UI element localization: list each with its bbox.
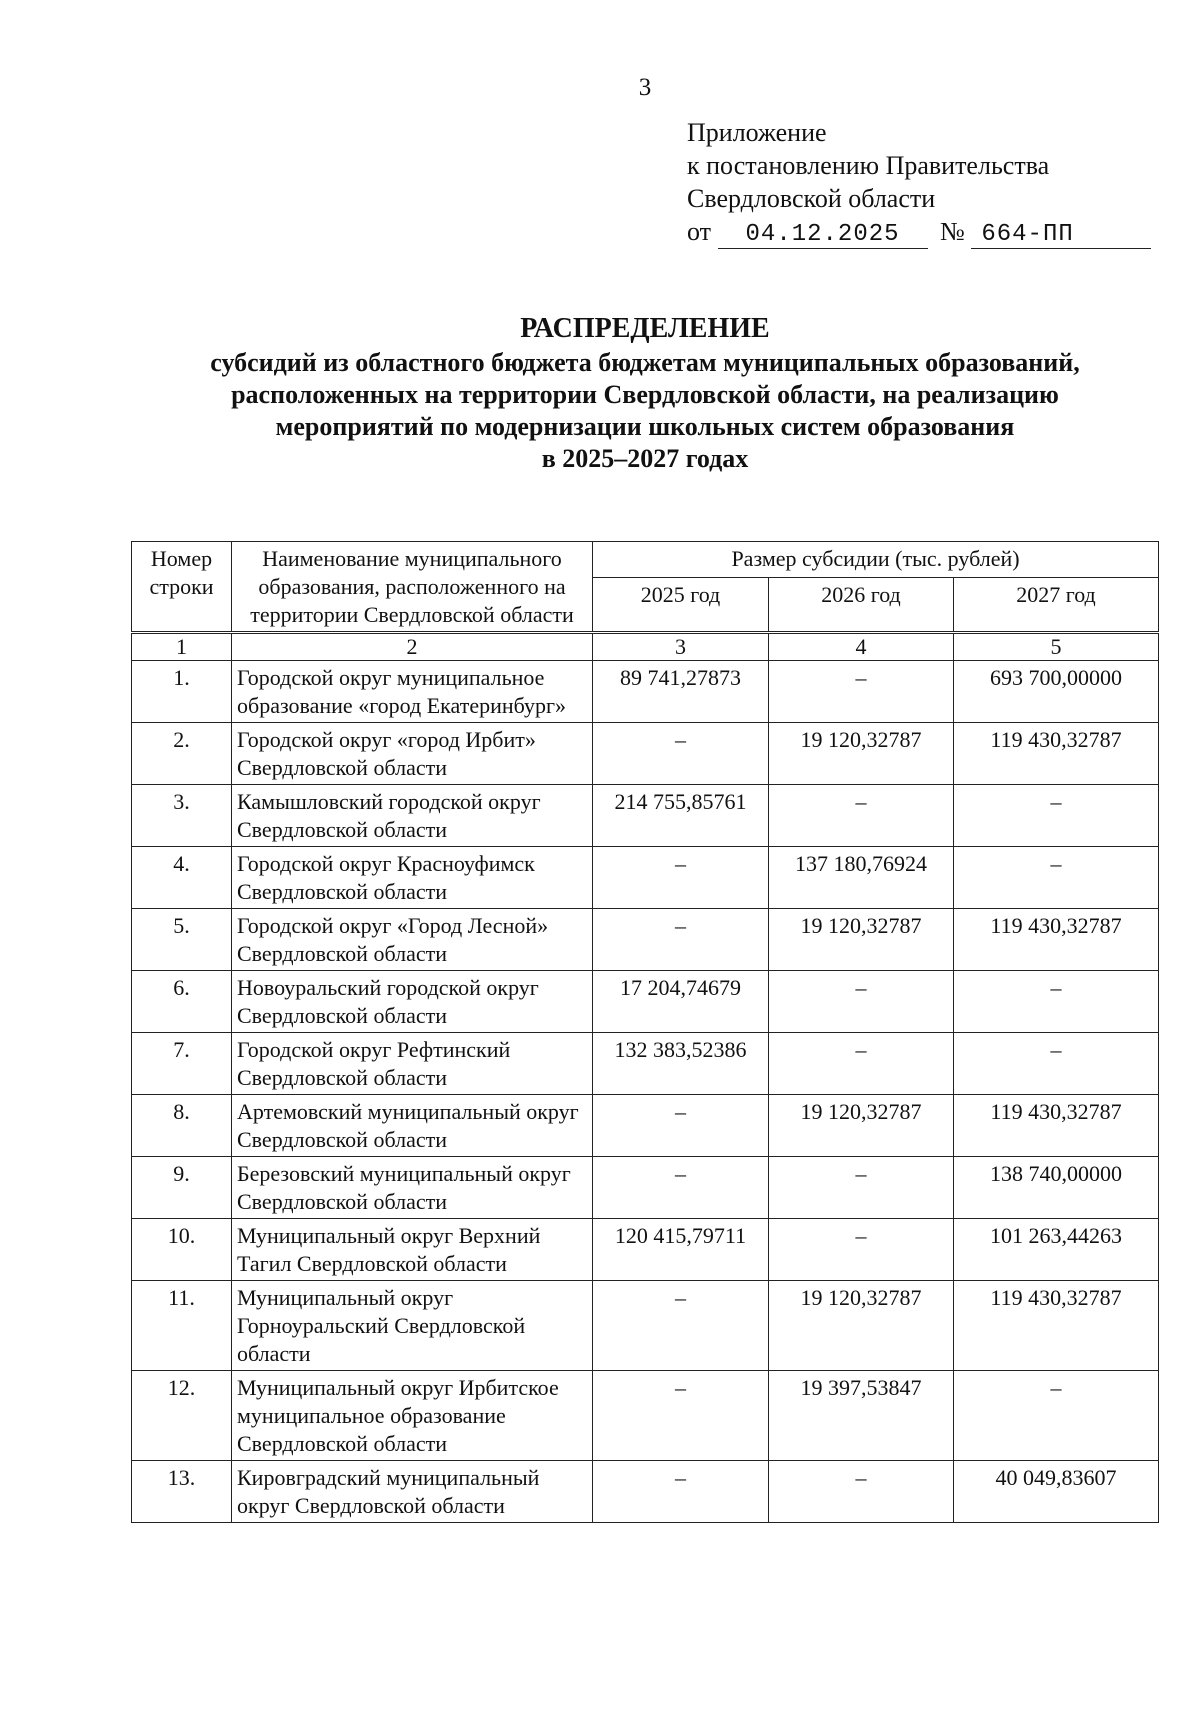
table-row [132,1157,1159,1219]
value-2026-cell: – [769,1461,954,1523]
municipality-name-cell: Муниципальный округ Верхний Тагил Свердловской области [232,1219,593,1281]
row-number-cell: 7. [132,1033,232,1095]
value-2026-cell: – [769,1219,954,1281]
value-2027-cell: 119 430,32787 [954,1281,1159,1371]
table-row [132,723,1159,785]
row-number-cell: 10. [132,1219,232,1281]
municipality-name-cell: Артемовский муниципальный округ Свердловской области [232,1095,593,1157]
header-row-number: Номер строки [132,542,232,633]
value-2027-cell: 119 430,32787 [954,1095,1159,1157]
header-2027: 2027 год [954,578,1159,633]
subsidy-table [131,541,1159,1523]
municipality-name-cell: Новоуральский городской округ Свердловской области [232,971,593,1033]
appendix-date-line [687,215,1151,249]
municipality-name-cell: Городской округ «Город Лесной» Свердловской области [232,909,593,971]
table-row [132,971,1159,1033]
title-line1: субсидий из областного бюджета бюджетам муниципальных образований, [210,348,1080,377]
value-2025-cell: – [593,1281,769,1371]
municipality-name-cell: Камышловский городской округ Свердловской области [232,785,593,847]
row-number-cell: 12. [132,1371,232,1461]
value-2026-cell: 19 397,53847 [769,1371,954,1461]
municipality-name-cell: Городской округ Красноуфимск Свердловской области [232,847,593,909]
value-2027-cell: 119 430,32787 [954,909,1159,971]
table-row [132,1095,1159,1157]
value-2027-cell: – [954,785,1159,847]
municipality-name-cell: Кировградский муниципальный округ Свердловской области [232,1461,593,1523]
value-2026-cell: 19 120,32787 [769,909,954,971]
value-2027-cell: 40 049,83607 [954,1461,1159,1523]
document-title [120,313,1170,475]
value-2026-cell: – [769,971,954,1033]
value-2026-cell: – [769,785,954,847]
column-number: 5 [954,633,1159,661]
municipality-name-cell: Муниципальный округ Горноуральский Свердловской области [232,1281,593,1371]
value-2026-cell: 19 120,32787 [769,723,954,785]
value-2026-cell: 19 120,32787 [769,1281,954,1371]
table-row [132,1033,1159,1095]
appendix-line2: к постановлению Правительства [687,151,1050,180]
municipality-name-cell: Городской округ Рефтинский Свердловской области [232,1033,593,1095]
value-2025-cell: 132 383,52386 [593,1033,769,1095]
column-number: 4 [769,633,954,661]
page-number: 3 [638,74,652,101]
column-number: 3 [593,633,769,661]
table-row [132,1219,1159,1281]
row-number-cell: 8. [132,1095,232,1157]
row-number-cell: 3. [132,785,232,847]
column-number-row [132,633,1159,661]
table-row [132,661,1159,723]
column-number: 2 [232,633,593,661]
value-2027-cell: – [954,971,1159,1033]
value-2025-cell: – [593,723,769,785]
value-2025-cell: 89 741,27873 [593,661,769,723]
value-2025-cell: – [593,1461,769,1523]
municipality-name-cell: Березовский муниципальный округ Свердловской области [232,1157,593,1219]
value-2026-cell: 19 120,32787 [769,1095,954,1157]
row-number-cell: 6. [132,971,232,1033]
resolution-number: 664-ПП [981,221,1074,248]
number-label: № [940,217,965,246]
row-number-cell: 9. [132,1157,232,1219]
title-line4: в 2025–2027 годах [541,444,749,473]
table-row [132,909,1159,971]
row-number-cell: 4. [132,847,232,909]
title-main: РАСПРЕДЕЛЕНИЕ [520,313,770,344]
value-2026-cell: – [769,661,954,723]
municipality-name-cell: Муниципальный округ Ирбитское муниципальное образование Свердловской области [232,1371,593,1461]
from-label: от [687,217,712,246]
resolution-date: 04.12.2025 [745,221,900,248]
municipality-name-cell: Городской округ муниципальное образование «город Екатеринбург» [232,661,593,723]
title-line3: мероприятий по модернизации школьных систем образования [275,412,1015,441]
value-2025-cell: 120 415,79711 [593,1219,769,1281]
value-2026-cell: – [769,1033,954,1095]
row-number-cell: 11. [132,1281,232,1371]
value-2027-cell: 693 700,00000 [954,661,1159,723]
municipality-name-cell: Городской округ «город Ирбит» Свердловской области [232,723,593,785]
header-2025: 2025 год [593,578,769,633]
appendix-line3: Свердловской области [687,184,936,213]
row-number-cell: 2. [132,723,232,785]
value-2027-cell: – [954,847,1159,909]
table-row [132,785,1159,847]
header-2026: 2026 год [769,578,954,633]
value-2025-cell: – [593,847,769,909]
appendix-block [687,116,1151,249]
value-2025-cell: – [593,1157,769,1219]
value-2027-cell: – [954,1371,1159,1461]
header-name: Наименование муниципального образования, расположенного на территории Свердловской области [232,542,593,633]
title-line2: расположенных на территории Свердловской области, на реализацию [231,380,1059,409]
table-row [132,1281,1159,1371]
row-number-cell: 1. [132,661,232,723]
value-2025-cell: 214 755,85761 [593,785,769,847]
value-2025-cell: 17 204,74679 [593,971,769,1033]
table-row [132,1461,1159,1523]
value-2026-cell: 137 180,76924 [769,847,954,909]
row-number-cell: 5. [132,909,232,971]
table-row [132,1371,1159,1461]
value-2025-cell: – [593,909,769,971]
table-row [132,847,1159,909]
value-2027-cell: 101 263,44263 [954,1219,1159,1281]
value-2027-cell: 119 430,32787 [954,723,1159,785]
appendix-line1: Приложение [687,118,827,147]
value-2027-cell: – [954,1033,1159,1095]
row-number-cell: 13. [132,1461,232,1523]
value-2025-cell: – [593,1095,769,1157]
value-2025-cell: – [593,1371,769,1461]
header-subsidy-size: Размер субсидии (тыс. рублей) [593,542,1159,578]
value-2027-cell: 138 740,00000 [954,1157,1159,1219]
column-number: 1 [132,633,232,661]
value-2026-cell: – [769,1157,954,1219]
